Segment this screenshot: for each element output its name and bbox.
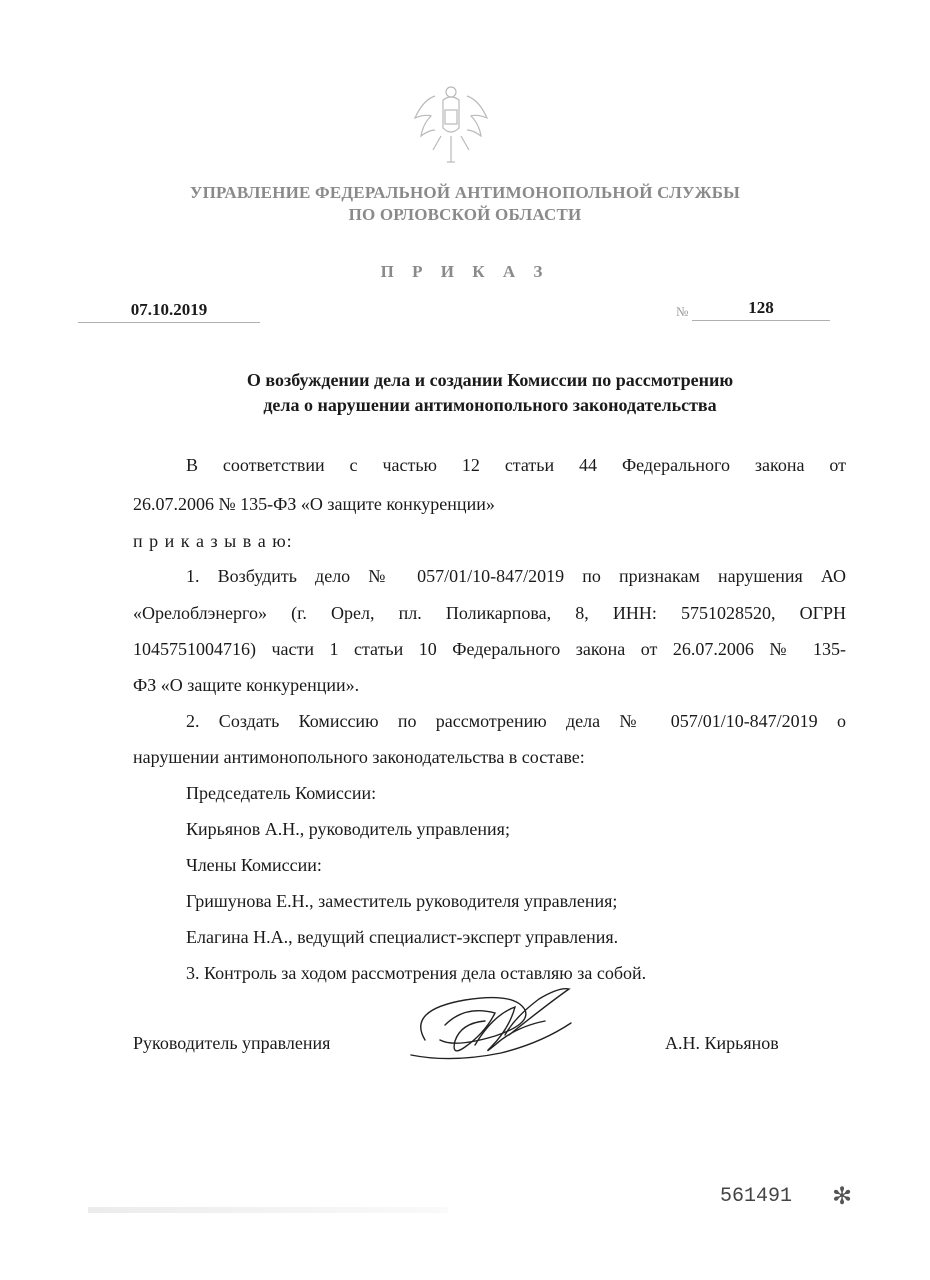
faint-print-imprint bbox=[88, 1207, 448, 1213]
authority-name-line2: ПО ОРЛОВСКОЙ ОБЛАСТИ bbox=[348, 205, 582, 224]
body-line: 3. Контроль за ходом рассмотрения дела оставляю за собой. bbox=[186, 963, 647, 983]
signatory-position: Руководитель управления bbox=[133, 1033, 331, 1053]
body-line: Кирьянов А.Н., руководитель управления; bbox=[186, 819, 510, 839]
body-line: ФЗ «О защите конкуренции». bbox=[133, 675, 360, 695]
body-line: Гришунова Е.Н., заместитель руководителя управления; bbox=[186, 891, 618, 911]
body-line: Елагина Н.А., ведущий специалист-эксперт управления. bbox=[186, 927, 619, 947]
body-line: «Орелоблэнерго» (г. Орел, пл. Поликарпова, 8, ИНН: 5751028520, ОГРН bbox=[133, 603, 846, 623]
asterisk-icon: ✻ bbox=[832, 1184, 853, 1210]
body-line: 26.07.2006 № 135-ФЗ «О защите конкуренции» bbox=[133, 494, 495, 514]
coat-of-arms-icon bbox=[405, 78, 497, 170]
handwritten-signature bbox=[405, 985, 585, 1075]
body-line: 1. Возбудить дело № 057/01/10-847/2019 по признакам нарушения АО bbox=[186, 566, 846, 586]
body-line: Председатель Комиссии: bbox=[186, 783, 377, 803]
document-type: П Р И К А З bbox=[380, 262, 550, 281]
body-line: п р и к а з ы в а ю: bbox=[133, 531, 293, 551]
subject-line1: О возбуждении дела и создании Комиссии по рассмотрению bbox=[246, 370, 734, 390]
authority-name-line1: УПРАВЛЕНИЕ ФЕДЕРАЛЬНОЙ АНТИМОНОПОЛЬНОЙ СЛУЖБЫ bbox=[189, 183, 741, 202]
signatory-name: А.Н. Кирьянов bbox=[665, 1033, 779, 1053]
body-line: 1045751004716) части 1 статьи 10 Федерального закона от 26.07.2006 № 135- bbox=[133, 639, 846, 659]
document-serial-number: 561491 bbox=[720, 1185, 793, 1208]
number-sign: № bbox=[676, 304, 689, 319]
subject-line2: дела о нарушении антимонопольного законодательства bbox=[263, 395, 717, 415]
body-line: 2. Создать Комиссию по рассмотрению дела № 057/01/10-847/2019 о bbox=[186, 711, 846, 731]
body-line: Члены Комиссии: bbox=[186, 855, 322, 875]
body-line: нарушении антимонопольного законодательства в составе: bbox=[133, 747, 585, 767]
order-number: 128 bbox=[692, 298, 830, 321]
order-date: 07.10.2019 bbox=[78, 300, 260, 323]
body-line: В соответствии с частью 12 статьи 44 Федерального закона от bbox=[186, 455, 846, 475]
